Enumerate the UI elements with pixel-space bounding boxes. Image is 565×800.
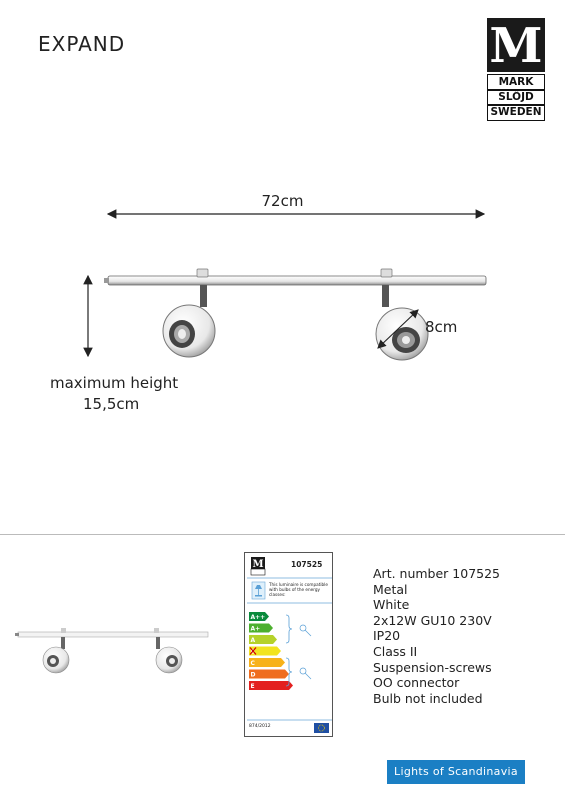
energy-class-bars <box>249 612 293 690</box>
spec-item: Art. number 107525 <box>373 566 501 581</box>
energy-class-c <box>249 658 285 667</box>
logo-word-mark: MARK <box>487 74 545 91</box>
width-label: 72cm <box>261 192 304 210</box>
energy-class-b <box>249 647 281 656</box>
diameter-label: 8cm <box>425 318 458 336</box>
spotlight-left <box>163 285 215 357</box>
eu-flag-icon <box>314 723 329 733</box>
svg-text:A++: A++ <box>250 614 266 621</box>
bulb-icon <box>300 625 311 679</box>
spec-item: White <box>373 597 410 613</box>
spec-item: OO connector <box>373 675 460 691</box>
label-article-number: 107525 <box>291 560 323 569</box>
svg-text:C: C <box>250 660 255 667</box>
height-value: 15,5cm <box>83 395 140 413</box>
height-label: maximum height <box>50 374 179 392</box>
label-regulation: 874/2012 <box>249 724 271 729</box>
spec-item: Class II <box>373 643 418 659</box>
spotlight-right <box>376 285 428 360</box>
spec-item: Metal <box>373 581 408 597</box>
energy-label <box>244 552 333 737</box>
track-bar <box>104 269 486 285</box>
svg-text:D: D <box>250 671 256 679</box>
energy-class-e <box>249 681 293 690</box>
energy-class-aplus <box>249 624 273 633</box>
svg-text:A: A <box>250 637 256 644</box>
spec-item: Suspension-screws <box>373 659 492 675</box>
energy-class-aplusplus <box>249 612 269 621</box>
svg-text:E: E <box>250 683 255 690</box>
product-thumbnail <box>10 615 210 685</box>
logo-letter: M <box>487 18 545 72</box>
logo-word-slojd: SLÖJD <box>487 89 545 106</box>
page-title: EXPAND <box>38 32 126 56</box>
energy-class-a <box>249 635 277 644</box>
footer-banner: Lights of Scandinavia <box>387 760 525 784</box>
spec-item: IP20 <box>373 628 401 644</box>
spec-item: 2x12W GU10 230V <box>373 612 492 628</box>
spec-list <box>373 566 500 706</box>
svg-text:A+: A+ <box>250 625 261 633</box>
energy-class-d <box>249 670 289 679</box>
svg-text:M: M <box>252 559 264 570</box>
spec-item: Bulb not included <box>373 690 483 706</box>
logo-word-sweden: SWEDEN <box>487 104 545 121</box>
label-compatibility-text: This luminaire is compatible with bulbs of the energy classes: <box>269 582 328 598</box>
lamp-icon <box>252 582 265 599</box>
section-divider <box>0 534 565 535</box>
